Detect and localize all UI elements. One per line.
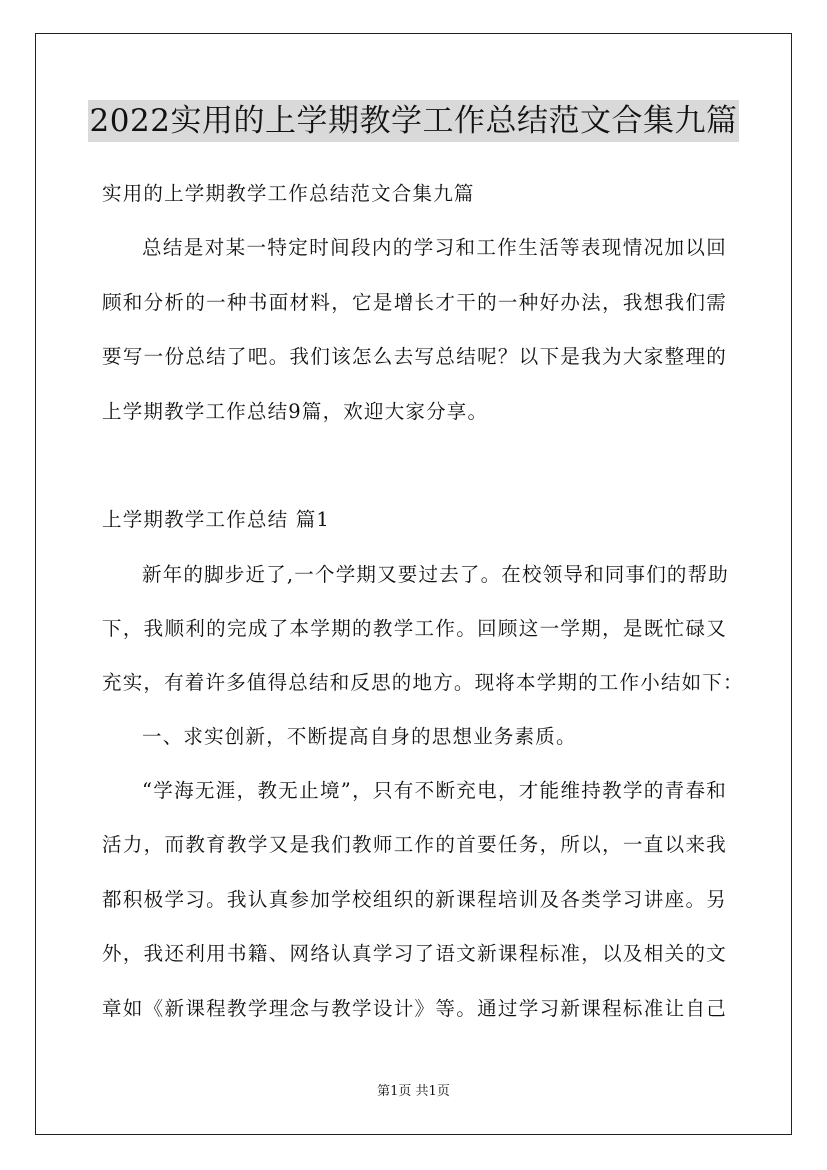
paragraph-line: 总结是对某一特定时间段内的学习和工作生活等表现情况加以回: [142, 236, 727, 259]
paragraph-line: 都积极学习。我认真参加学校组织的新课程培训及各类学习讲座。另: [102, 888, 727, 911]
subheading-line: 一、求实创新，不断提高自身的思想业务素质。: [142, 725, 577, 748]
paragraph-line: “学海无涯，教无止境”，只有不断充电，才能维持教学的青春和: [142, 779, 727, 802]
paragraph-line: 外，我还利用书籍、网络认真学习了语文新课程标准，以及相关的文: [102, 942, 727, 965]
paragraph-line: 顾和分析的一种书面材料，它是增长才干的一种好办法，我想我们需: [102, 291, 727, 314]
paragraph-line: 新年的脚步近了,一个学期又要过去了。在校领导和同事们的帮助: [142, 563, 729, 586]
paragraph-line: 充实，有着许多值得总结和反思的地方。现将本学期的工作小结如下：: [102, 671, 744, 694]
paragraph-line: 上学期教学工作总结9篇，欢迎大家分享。: [102, 400, 489, 423]
paragraph-line: 要写一份总结了吧。我们该怎么去写总结呢？以下是我为大家整理的: [102, 345, 727, 368]
paragraph-line: 章如《新课程教学理念与教学设计》等。通过学习新课程标准让自己: [102, 997, 727, 1020]
title-container: [0, 100, 827, 142]
section-heading: 上学期教学工作总结 篇1: [102, 508, 331, 531]
page-footer: 第1页 共1页: [377, 1084, 450, 1099]
paragraph-line: 活力，而教育教学又是我们教师工作的首要任务，所以，一直以来我: [102, 833, 727, 856]
document-title: 2022实用的上学期教学工作总结范文合集九篇: [88, 100, 740, 142]
paragraph-line: 下，我顺利的完成了本学期的教学工作。回顾这一学期，是既忙碌又: [102, 617, 727, 640]
doc-subtitle: 实用的上学期教学工作总结范文合集九篇: [102, 182, 475, 205]
